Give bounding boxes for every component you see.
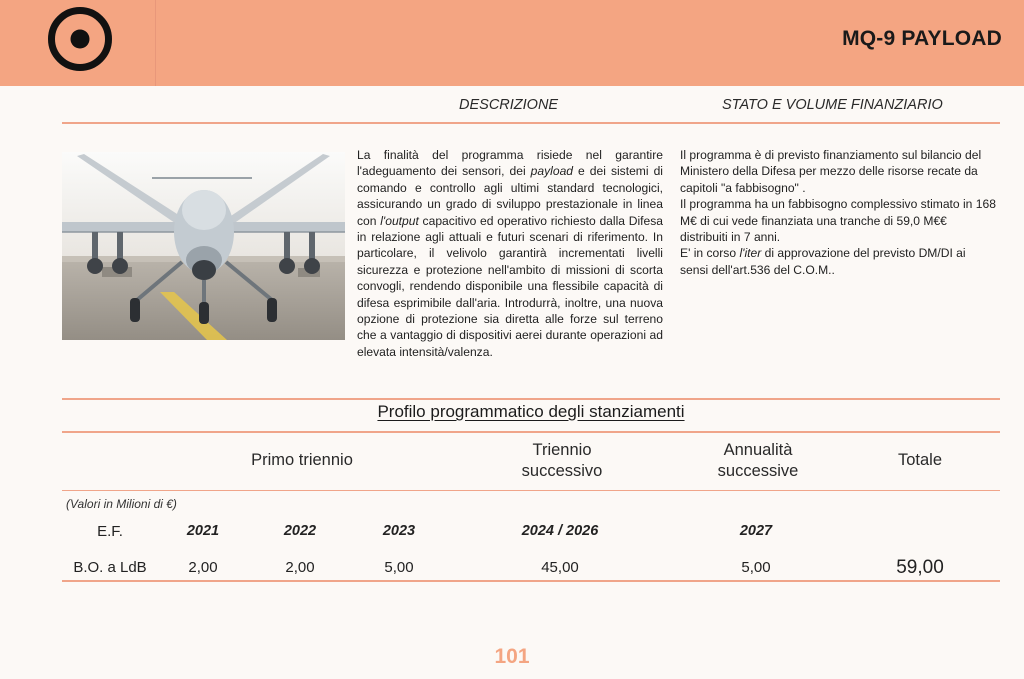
page-title: MQ-9 PAYLOAD bbox=[842, 27, 1002, 50]
heading-rule bbox=[62, 122, 1000, 124]
value-cell: 5,00 bbox=[741, 559, 771, 576]
col-header-triennio-successivo: Triennio successivo bbox=[521, 441, 603, 480]
year-cell: 2024 / 2026 bbox=[521, 523, 599, 539]
value-cell: 5,00 bbox=[384, 559, 414, 576]
year-cell: 2023 bbox=[382, 523, 416, 539]
value-cell: 2,00 bbox=[188, 559, 218, 576]
year-cell: 2021 bbox=[186, 523, 220, 539]
value-cell: 2,00 bbox=[285, 559, 315, 576]
profile-title-rule bbox=[62, 431, 1000, 433]
value-cell: 45,00 bbox=[541, 559, 579, 576]
total-cell: 59,00 bbox=[896, 557, 944, 578]
year-cell: 2022 bbox=[283, 523, 317, 539]
values-note: (Valori in Milioni di €) bbox=[66, 497, 177, 511]
description-text: La finalità del programma risiede nel garantire l'adeguamento dei sensori, dei payload e dei sistemi di comando e controllo agli ultimi standard tecnologici, assicurando un grado di sviluppo prestazionale in linea con l'output capacitivo ed operativo richiesto dalla Difesa in relazione agli attuali e futuri scenari di riferimento. In particolare, il velivolo garantirà incrementati livelli sicurezza e protezione nell'ambito di missioni di scorta convogli, rendendo disponibile una flessibile capacità di difesa esprimibile dall'aria. Introdurrà, inoltre, una nuova opzione di protezione sia diretta alle forze sul terreno che a vantaggio di dispositivi aerei durante operazioni ad elevata intensità/valenza. bbox=[357, 148, 663, 359]
financial-paragraph: Il programma ha un fabbisogno complessivo stimato in 168 M€ di cui vede finanziata una tranche di 59,0 M€€ distribuiti in 7 anni. bbox=[680, 197, 996, 245]
table-bottom-rule bbox=[62, 580, 1000, 582]
profile-top-rule bbox=[62, 398, 1000, 400]
col-header-annualita: Annualità successive bbox=[717, 441, 799, 480]
header-rule bbox=[62, 490, 1000, 491]
financial-paragraph: E' in corso l'iter di approvazione del previsto DM/DI ai sensi dell'art.536 del C.O.M.. bbox=[680, 246, 966, 277]
profile-title: Profilo programmatico degli stanziamenti bbox=[377, 402, 685, 421]
target-logo-icon bbox=[47, 6, 113, 72]
drone-photo bbox=[62, 152, 345, 340]
header-bar bbox=[0, 0, 1024, 86]
page-number: 101 bbox=[494, 645, 530, 668]
description-heading: DESCRIZIONE bbox=[459, 97, 559, 113]
col-header-primo-triennio: Primo triennio bbox=[251, 451, 353, 469]
financial-text bbox=[680, 147, 996, 278]
financial-paragraph: Il programma è di previsto finanziamento sul bilancio del Ministero della Difesa per mezzo delle risorse recate da capitoli "a fabbisogno" . bbox=[680, 148, 982, 195]
financial-heading: STATO E VOLUME FINANZIARIO bbox=[722, 97, 943, 113]
row-label: B.O. a LdB bbox=[73, 559, 147, 576]
year-cell: 2027 bbox=[739, 523, 773, 539]
header-divider bbox=[155, 0, 156, 86]
col-header-totale: Totale bbox=[897, 451, 943, 469]
ef-label: E.F. bbox=[97, 523, 123, 540]
